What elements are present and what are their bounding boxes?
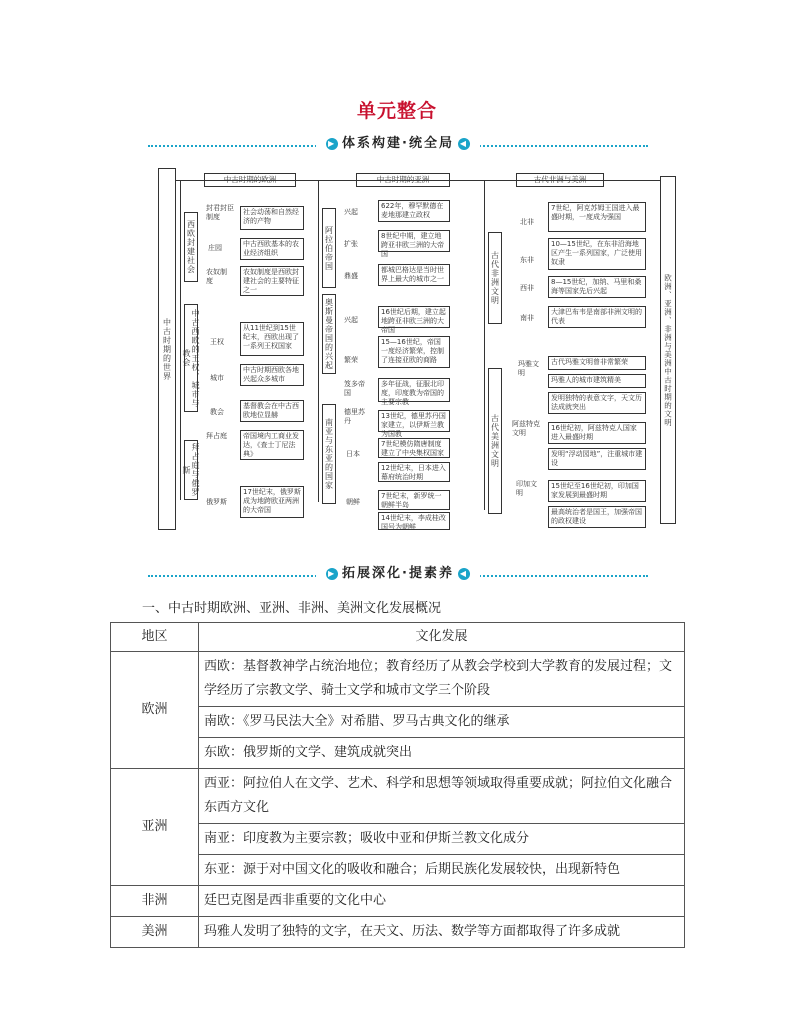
node-kingship-city-church: 中古西欧的王权、城市与教会 (184, 304, 198, 412)
page-title: 单元整合 (356, 100, 437, 122)
desc-gupta: 多年征战，征服北印度，印度教为帝国的主要宗教 (378, 378, 450, 402)
desc-arab-rise: 622年，穆罕默德在麦地那建立政权 (378, 200, 450, 222)
desc-korea-14c: 14世纪末，李成桂改国号为朝鲜 (378, 512, 450, 530)
label-maya: 玛雅文明 (518, 360, 539, 377)
left-root-node: 中古时期的世界 (158, 168, 176, 530)
label-manor: 庄园 (208, 244, 222, 252)
culture-cell: 东亚：源于对中国文化的吸收和融合；后期民族化发展较快，出现新特色 (199, 855, 685, 886)
region-cell: 欧洲 (111, 652, 199, 769)
region-cell: 亚洲 (111, 769, 199, 886)
right-root-node: 欧洲、亚洲、非洲与美洲中古时期的文明 (660, 176, 676, 524)
table-row (111, 917, 685, 948)
label-kingship: 王权 (210, 338, 224, 346)
arrow-left-icon: ◀ (459, 569, 469, 578)
desc-maya-2: 玛雅人的城市建筑精美 (548, 374, 646, 388)
desc-church: 基督教会在中古西欧地位显赫 (240, 400, 304, 422)
table-row (111, 886, 685, 917)
culture-cell: 玛雅人发明了独特的文字，在天文、历法、数学等方面都取得了许多成就 (199, 917, 685, 948)
section-banner-structure (148, 132, 648, 152)
label-delhi: 德里苏丹 (344, 408, 365, 425)
banner-label: 体系构建·统全局 (342, 136, 454, 151)
arrow-right-icon: ▶ (327, 569, 337, 578)
desc-ottoman-prosper: 15—16世纪，帝国一度经济繁荣，控制了连接亚欧的商路 (378, 336, 450, 368)
table-row (111, 652, 685, 707)
label-serfdom: 农奴制度 (206, 268, 227, 285)
node-ottoman-rise: 奥斯曼帝国的兴起 (322, 294, 336, 374)
region-cell: 非洲 (111, 886, 199, 917)
region-cell: 美洲 (111, 917, 199, 948)
culture-cell: 南欧：《罗马民法大全》对希腊、罗马古典文化的继承 (199, 707, 685, 738)
header-culture: 文化发展 (199, 623, 685, 652)
desc-serfdom: 农奴制度是西欧封建社会的主要特征之一 (240, 266, 304, 296)
desc-inca-1: 15世纪至16世纪初，印加国家发展到最盛时期 (548, 480, 646, 502)
label-arab-expand: 扩张 (344, 240, 358, 248)
culture-cell: 西亚：阿拉伯人在文学、艺术、科学和思想等领域取得重要成就；阿拉伯文化融合东西方文化 (199, 769, 685, 824)
knowledge-structure-diagram (158, 168, 676, 530)
banner-label: 拓展深化·提素养 (342, 566, 454, 581)
desc-russia: 17世纪末，俄罗斯成为地跨欧亚两洲的大帝国 (240, 486, 304, 518)
desc-kingship: 从11世纪到15世纪末，西欧出现了一系列王权国家 (240, 322, 304, 356)
label-inca: 印加文明 (516, 480, 537, 497)
desc-japan-12c: 12世纪末，日本进入幕府统治时期 (378, 462, 450, 482)
section-heading: 一、中古时期欧洲、亚洲、非洲、美洲文化发展概况 (142, 601, 442, 616)
desc-japan-7c: 7世纪模仿隋唐制度建立了中央集权国家 (378, 438, 450, 458)
desc-arab-expand: 8世纪中期，建立地跨亚非欧三洲的大帝国 (378, 230, 450, 252)
node-ancient-america: 古代美洲文明 (488, 368, 502, 514)
arrow-left-icon: ◀ (459, 139, 469, 148)
culture-cell: 西欧：基督教神学占统治地位；教育经历了从教会学校到大学教育的发展过程；文学经历了宗教文学、骑士文学和城市文学三个阶段 (199, 652, 685, 707)
node-south-east-asia: 南亚与东亚的国家 (322, 404, 336, 504)
desc-city: 中古时期西欧各地兴起众多城市 (240, 364, 304, 386)
label-north-africa: 北非 (520, 218, 534, 226)
desc-west-africa: 8—15世纪，加纳、马里和桑海等国家先后兴起 (548, 276, 646, 298)
label-east-africa: 东非 (520, 256, 534, 264)
desc-manor: 中古西欧基本的农业经济组织 (240, 238, 304, 260)
desc-aztec-2: 发明“浮动园地”，注重城市建设 (548, 448, 646, 470)
desc-maya-3: 发明独特的表意文字，天文历法成就突出 (548, 392, 646, 414)
label-west-africa: 西非 (520, 284, 534, 292)
label-korea: 朝鲜 (346, 498, 360, 506)
culture-cell: 东欧：俄罗斯的文学、建筑成就突出 (199, 738, 685, 769)
label-feudal-lords: 封君封臣制度 (206, 204, 234, 221)
desc-maya-1: 古代玛雅文明曾非常繁荣 (548, 356, 646, 370)
node-western-feudal: 西欧封建社会 (184, 212, 198, 282)
label-south-africa: 南非 (520, 314, 534, 322)
label-gupta: 笈多帝国 (344, 380, 365, 397)
node-ancient-africa: 古代非洲文明 (488, 232, 502, 324)
label-aztec: 阿兹特克文明 (512, 420, 540, 437)
header-region: 地区 (111, 623, 199, 652)
desc-ottoman-rise: 16世纪后期，建立起地跨亚非欧三洲的大帝国 (378, 306, 450, 328)
label-arab-peak: 鼎盛 (344, 272, 358, 280)
desc-south-africa: 大津巴布韦是南部非洲文明的代表 (548, 306, 646, 328)
label-russia: 俄罗斯 (206, 498, 227, 506)
label-church: 教会 (210, 408, 224, 416)
label-japan: 日本 (346, 450, 360, 458)
arrow-right-icon: ▶ (327, 139, 337, 148)
node-byzantine-russia: 拜占庭与俄罗斯 (184, 440, 198, 500)
desc-byzantine: 帝国境内工商业发达，《查士丁尼法典》 (240, 430, 304, 460)
node-arab-empire: 阿拉伯帝国 (322, 208, 336, 288)
desc-feudal-lords: 社会动荡和自然经济的产物 (240, 206, 304, 230)
culture-cell: 南亚：印度教为主要宗教；吸收中亚和伊斯兰教文化成分 (199, 824, 685, 855)
desc-delhi: 13世纪，德里苏丹国家建立，以伊斯兰教为国教 (378, 410, 450, 432)
label-ottoman-rise: 兴起 (344, 316, 358, 324)
culture-table (110, 622, 685, 948)
label-city: 城市 (210, 374, 224, 382)
desc-east-africa: 10—15世纪，在东非沿海地区产生一系列国家，广泛使用奴隶 (548, 238, 646, 270)
desc-north-africa: 7世纪，阿克苏姆王国进入最盛时期，一度成为强国 (548, 202, 646, 232)
table-row (111, 769, 685, 824)
culture-cell: 廷巴克图是西非重要的文化中心 (199, 886, 685, 917)
desc-korea-7c: 7世纪末，新罗统一朝鲜半岛 (378, 490, 450, 510)
desc-inca-2: 最高统治者是国王，加强帝国的政权建设 (548, 506, 646, 528)
label-byzantine: 拜占庭 (206, 432, 227, 440)
section-banner-extension (148, 562, 648, 582)
label-ottoman-prosper: 繁荣 (344, 356, 358, 364)
table-header-row (111, 623, 685, 652)
label-arab-rise: 兴起 (344, 208, 358, 216)
desc-aztec-1: 16世纪初，阿兹特克人国家进入最盛时期 (548, 422, 646, 444)
desc-arab-peak: 都城巴格达是当时世界上最大的城市之一 (378, 264, 450, 286)
